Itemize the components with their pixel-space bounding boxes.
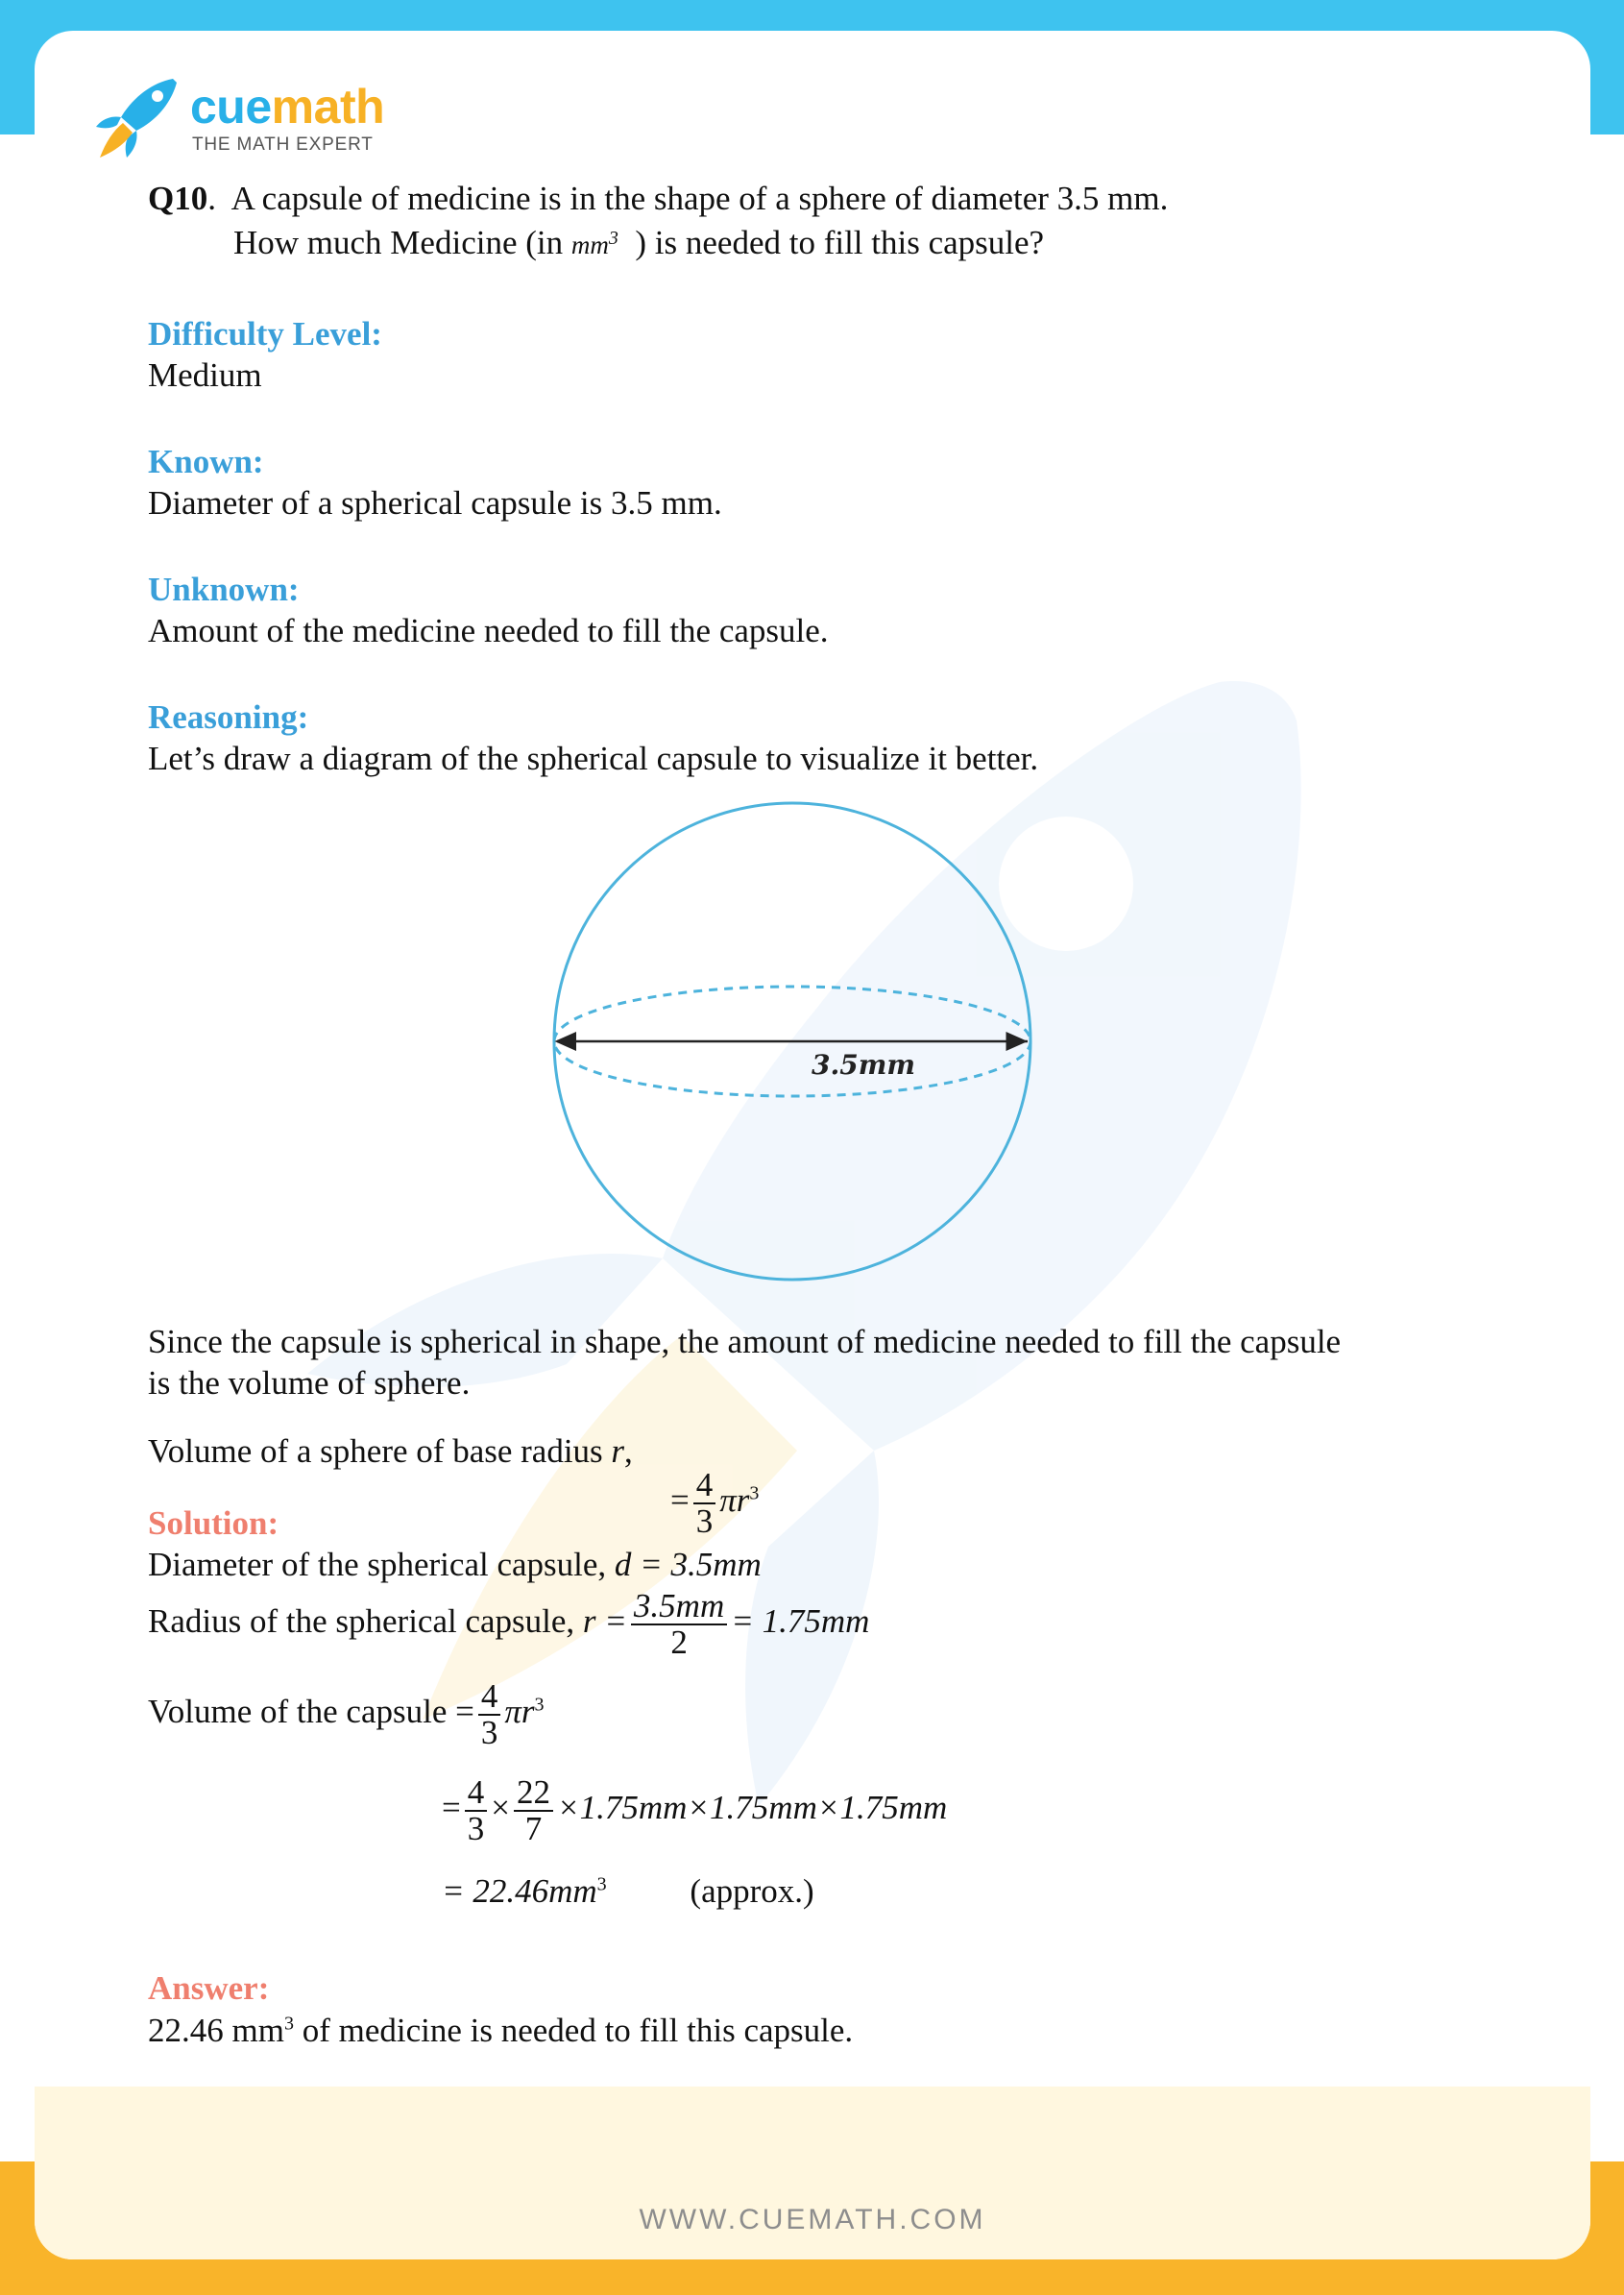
volume-sphere-var: r <box>611 1432 625 1470</box>
step1-num2: 22 <box>514 1775 553 1812</box>
solution-volume-fraction <box>478 1679 501 1750</box>
solution-radius-num: 3.5mm <box>631 1589 727 1625</box>
step1-equals: = <box>442 1789 461 1827</box>
question-line-1: Q10. A capsule of medicine is in the shape of a sphere of diameter 3.5 mm. <box>148 180 1169 217</box>
step1-den2: 7 <box>524 1810 543 1847</box>
solution-volume-num: 4 <box>478 1679 501 1716</box>
step1-fraction-1 <box>465 1775 488 1846</box>
solution-volume-exp: 3 <box>534 1694 545 1716</box>
logo-tagline: THE MATH EXPERT <box>192 134 374 155</box>
solution-volume-text: Volume of the capsule = <box>148 1693 474 1731</box>
formula-num: 4 <box>693 1468 716 1504</box>
logo-word-math: math <box>271 80 385 134</box>
answer-value: 22.46 mm <box>148 2012 284 2049</box>
formula-exp: 3 <box>749 1482 760 1504</box>
difficulty-heading: Difficulty Level: <box>148 315 382 353</box>
reasoning-heading: Reasoning: <box>148 698 309 736</box>
question-number: Q10 <box>148 180 208 217</box>
answer-heading: Answer: <box>148 1969 270 2007</box>
reasoning-intro: Let’s draw a diagram of the spherical capsule to visualize it better. <box>148 740 1039 777</box>
volume-sphere-line <box>148 1431 633 1472</box>
solution-diameter-line <box>148 1545 762 1585</box>
solution-radius-text: Radius of the spherical capsule, <box>148 1602 575 1641</box>
logo-wordmark <box>190 79 384 134</box>
diameter-label: 3.5mm <box>812 1049 915 1081</box>
formula-rest: πr <box>719 1481 750 1520</box>
unknown-heading: Unknown: <box>148 571 300 608</box>
solution-volume-den: 3 <box>480 1714 498 1751</box>
volume-sphere-text: Volume of a sphere of base radius <box>148 1432 603 1470</box>
solution-step-1 <box>442 1775 947 1846</box>
question-unit <box>570 228 618 259</box>
logo-word-cue: cue <box>190 80 272 134</box>
solution-step-2 <box>442 1871 814 1912</box>
question-text-1: A capsule of medicine is in the shape of a sphere of diameter 3.5 mm. <box>230 180 1169 217</box>
step2-exp: 3 <box>596 1873 607 1895</box>
step1-num1: 4 <box>465 1775 488 1812</box>
solution-radius-fraction <box>631 1589 727 1660</box>
question-unit-base: mm <box>570 231 609 259</box>
known-text: Diameter of a spherical capsule is 3.5 mm. <box>148 484 722 522</box>
step1-fraction-2 <box>514 1775 553 1846</box>
question-text-2-pre: How much Medicine (in <box>233 224 564 261</box>
footer-strip <box>35 2087 1590 2259</box>
rocket-logo-icon <box>94 75 181 161</box>
cuemath-logo[interactable] <box>94 75 401 161</box>
footer-url[interactable]: WWW.CUEMATH.COM <box>639 2204 986 2235</box>
unknown-text: Amount of the medicine needed to fill the capsule. <box>148 612 829 649</box>
solution-diameter-text: Diameter of the spherical capsule, <box>148 1546 607 1583</box>
since-line-2: is the volume of sphere. <box>148 1364 471 1402</box>
step1-rest: ×1.75mm×1.75mm×1.75mm <box>557 1789 948 1827</box>
formula-fraction <box>693 1468 716 1539</box>
known-heading: Known: <box>148 443 264 480</box>
solution-volume-rest: πr <box>504 1693 535 1731</box>
sphere-formula <box>670 1468 759 1539</box>
volume-sphere-comma: , <box>624 1432 633 1470</box>
question-text-2-post: ) is needed to fill this capsule? <box>635 224 1045 261</box>
difficulty-value: Medium <box>148 356 262 394</box>
question-line-2 <box>233 223 1044 265</box>
solution-radius-den: 2 <box>670 1624 688 1661</box>
step1-den1: 3 <box>467 1810 485 1847</box>
answer-text <box>148 2011 853 2051</box>
since-line-1: Since the capsule is spherical in shape, the amount of medicine needed to fill the capsule <box>148 1323 1342 1360</box>
step1-times: × <box>491 1789 510 1827</box>
solution-radius-rhs: = 1.75mm <box>731 1602 870 1641</box>
question-unit-exp: 3 <box>608 228 618 249</box>
formula-den: 3 <box>695 1502 714 1540</box>
step2-note: (approx.) <box>690 1872 814 1910</box>
formula-equals: = <box>670 1481 690 1520</box>
sphere-diagram <box>538 795 1047 1295</box>
step2-value: = 22.46mm <box>442 1872 597 1910</box>
solution-heading: Solution: <box>148 1504 279 1542</box>
solution-radius-line <box>148 1589 869 1660</box>
answer-exp: 3 <box>283 2013 294 2035</box>
answer-rest: of medicine is needed to fill this capsule. <box>293 2012 854 2049</box>
solution-radius-lhs: r = <box>582 1602 627 1641</box>
solution-diameter-math: d = 3.5mm <box>614 1546 762 1583</box>
solution-volume-line <box>148 1679 545 1750</box>
